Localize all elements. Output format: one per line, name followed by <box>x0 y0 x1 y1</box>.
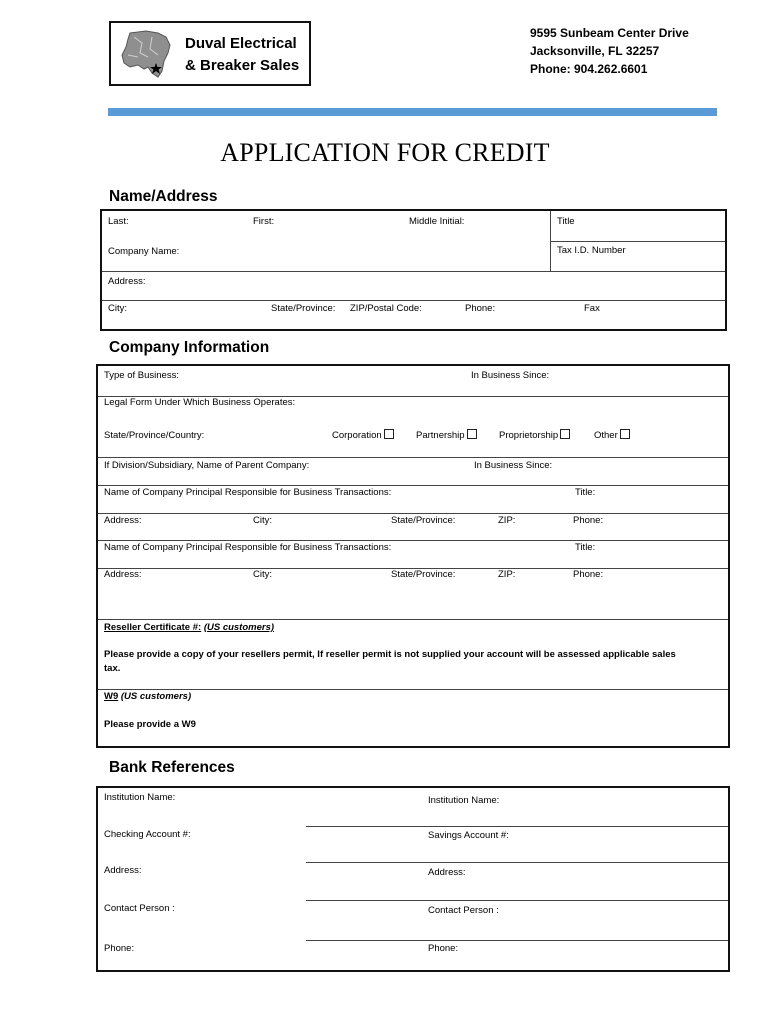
state-field[interactable]: State/Province: <box>271 303 336 314</box>
reseller-certificate-label: Reseller Certificate #: <box>104 622 202 633</box>
checking-account-field[interactable]: Checking Account #: <box>104 829 191 840</box>
principal-name-field-1[interactable]: Name of Company Principal Responsible for Business Transactions: <box>104 487 392 498</box>
principal-address-field-2[interactable]: Address: <box>104 569 142 580</box>
middle-initial-field[interactable]: Middle Initial: <box>409 216 465 227</box>
zip-field[interactable]: ZIP/Postal Code: <box>350 303 422 314</box>
institution-name-field-1[interactable]: Institution Name: <box>104 792 176 803</box>
divider <box>306 862 728 863</box>
w9-note: Please provide a W9 <box>104 719 196 730</box>
divider <box>98 619 728 620</box>
state-country-field[interactable]: State/Province/Country: <box>104 430 205 441</box>
section-heading-company-information: Company Information <box>109 339 270 356</box>
company-logo <box>109 21 311 86</box>
proprietorship-checkbox[interactable] <box>560 429 570 439</box>
proprietorship-option[interactable] <box>499 429 570 441</box>
corporation-option[interactable] <box>332 429 394 441</box>
corporation-checkbox[interactable] <box>384 429 394 439</box>
divider <box>98 513 728 514</box>
other-checkbox[interactable] <box>620 429 630 439</box>
w9-heading <box>104 691 191 702</box>
in-business-since-field[interactable]: In Business Since: <box>471 370 550 381</box>
company-name-field[interactable]: Company Name: <box>108 246 180 257</box>
principal-phone-field-1[interactable]: Phone: <box>573 515 604 526</box>
logo-line-2: & Breaker Sales <box>185 57 300 74</box>
reseller-us-customers: (US customers) <box>203 622 275 633</box>
partnership-label: Partnership <box>416 430 465 441</box>
name-address-table <box>100 209 727 331</box>
address-line-2: Jacksonville, FL 32257 <box>530 44 660 58</box>
principal-phone-field-2[interactable]: Phone: <box>573 569 604 580</box>
savings-account-field[interactable]: Savings Account #: <box>428 830 509 841</box>
section-heading-bank-references: Bank References <box>109 759 235 776</box>
principal-address-field-1[interactable]: Address: <box>104 515 142 526</box>
header-divider <box>108 108 717 116</box>
divider <box>306 940 728 941</box>
reseller-note-line-2: tax. <box>104 663 121 674</box>
tax-id-field[interactable]: Tax I.D. Number <box>557 245 626 256</box>
principal-title-field-1[interactable]: Title: <box>575 487 596 498</box>
proprietorship-label: Proprietorship <box>499 430 559 441</box>
bank-references-table <box>96 786 730 972</box>
principal-state-field-2[interactable]: State/Province: <box>391 569 456 580</box>
bank-address-field-2[interactable]: Address: <box>428 867 466 878</box>
principal-zip-field-1[interactable]: ZIP: <box>498 515 516 526</box>
other-option[interactable] <box>594 429 630 441</box>
principal-zip-field-2[interactable]: ZIP: <box>498 569 516 580</box>
address-phone: Phone: 904.262.6601 <box>530 62 648 76</box>
divider <box>98 689 728 690</box>
principal-state-field-1[interactable]: State/Province: <box>391 515 456 526</box>
legal-form-label: Legal Form Under Which Business Operates: <box>104 397 296 408</box>
reseller-note-line-1: Please provide a copy of your resellers permit, If reseller permit is not supplied your account will be assessed applicable sales <box>104 649 676 660</box>
contact-person-field-1[interactable]: Contact Person : <box>104 903 175 914</box>
divider <box>550 241 725 242</box>
principal-title-field-2[interactable]: Title: <box>575 542 596 553</box>
last-name-field[interactable]: Last: <box>108 216 129 227</box>
divider <box>98 485 728 486</box>
first-name-field[interactable]: First: <box>253 216 275 227</box>
corporation-label: Corporation <box>332 430 382 441</box>
company-information-table <box>96 364 730 748</box>
divider <box>98 457 728 458</box>
principal-city-field-2[interactable]: City: <box>253 569 272 580</box>
bank-phone-field-1[interactable]: Phone: <box>104 943 135 954</box>
company-address <box>530 24 689 78</box>
divider <box>98 540 728 541</box>
address-line-1: 9595 Sunbeam Center Drive <box>530 26 689 40</box>
bank-address-field-1[interactable]: Address: <box>104 865 142 876</box>
logo-text <box>185 33 299 77</box>
principal-city-field-1[interactable]: City: <box>253 515 272 526</box>
institution-name-field-2[interactable]: Institution Name: <box>428 795 500 806</box>
bank-phone-field-2[interactable]: Phone: <box>428 943 459 954</box>
title-field[interactable]: Title <box>557 216 575 227</box>
partnership-option[interactable] <box>416 429 477 441</box>
parent-company-field[interactable]: If Division/Subsidiary, Name of Parent Company: <box>104 460 310 471</box>
logo-line-1: Duval Electrical <box>185 35 297 52</box>
state-map-logo-icon <box>118 27 176 79</box>
city-field[interactable]: City: <box>108 303 127 314</box>
section-heading-name-address: Name/Address <box>109 188 218 205</box>
principal-name-field-2[interactable]: Name of Company Principal Responsible for Business Transactions: <box>104 542 392 553</box>
divider <box>102 300 725 301</box>
reseller-certificate-field[interactable] <box>104 622 274 633</box>
fax-field[interactable]: Fax <box>584 303 600 314</box>
page-title: APPLICATION FOR CREDIT <box>220 138 550 167</box>
w9-label: W9 <box>104 691 119 702</box>
contact-person-field-2[interactable]: Contact Person : <box>428 905 499 916</box>
phone-field[interactable]: Phone: <box>465 303 496 314</box>
in-business-since-field-2[interactable]: In Business Since: <box>474 460 553 471</box>
address-field[interactable]: Address: <box>108 276 146 287</box>
divider <box>306 826 728 827</box>
divider <box>306 900 728 901</box>
w9-us-customers: (US customers) <box>120 691 192 702</box>
type-of-business-field[interactable]: Type of Business: <box>104 370 179 381</box>
partnership-checkbox[interactable] <box>467 429 477 439</box>
divider <box>102 271 725 272</box>
other-label: Other <box>594 430 618 441</box>
